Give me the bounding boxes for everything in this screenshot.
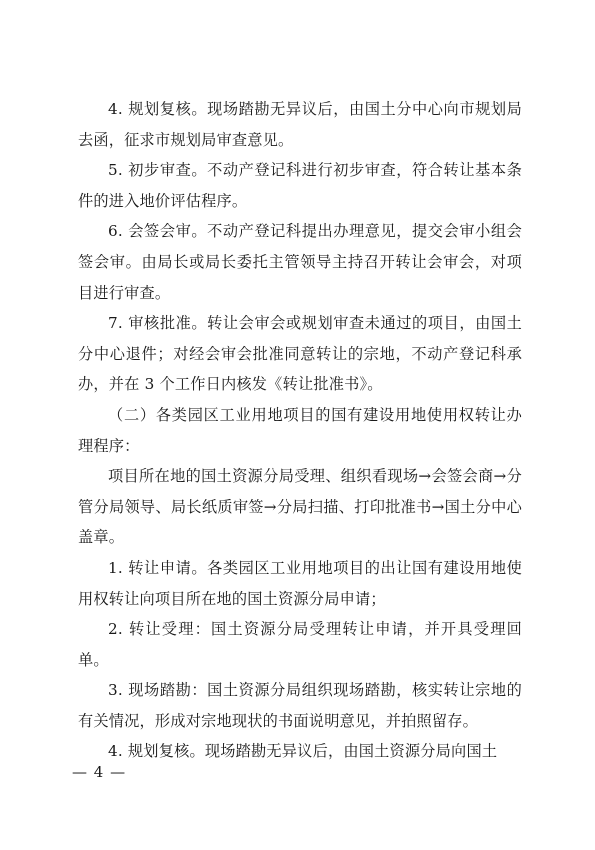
paragraph-transfer-acceptance: 2. 转让受理：国土资源分局受理转让申请，并开具受理回单。 bbox=[78, 620, 522, 669]
paragraph-approval: 7. 审核批准。转让会审会或规划审查未通过的项目，由国土分中心退件；对经会审会批准同意转让的宗地，不动产登记科承办，并在 3 个工作日内核发《转让批准书》。 bbox=[78, 314, 522, 394]
section-heading-industrial-land: （二）各类园区工业用地项目的国有建设用地使用权转让办理程序： bbox=[78, 405, 522, 455]
paragraph-process-flow: 项目所在地的国土资源分局受理、组织看现场→会签会商→分管分局领导、局长纸质审签→分局扫描、打印批准书→国土分中心盖章。 bbox=[78, 467, 522, 547]
paragraph-planning-review-2: 4. 规划复核。现场踏勘无异议后，由国土资源分局向国土 bbox=[108, 742, 498, 761]
paragraph-preliminary-review: 5. 初步审查。不动产登记科进行初步审查，符合转让基本条件的进入地价评估程序。 bbox=[78, 161, 522, 210]
document-body bbox=[78, 94, 522, 767]
page-number: — 4 — bbox=[72, 763, 127, 781]
paragraph-planning-review: 4. 规划复核。现场踏勘无异议后，由国土分中心向市规划局去函，征求市规划局审查意见。 bbox=[78, 100, 522, 149]
paragraph-transfer-application: 1. 转让申请。各类园区工业用地项目的出让国有建设用地使用权转让向项目所在地的国土资源分局申请； bbox=[78, 558, 522, 608]
paragraph-site-survey: 3. 现场踏勘：国土资源分局组织现场踏勘，核实转让宗地的有关情况，形成对宗地现状的书面说明意见，并拍照留存。 bbox=[78, 681, 522, 730]
paragraph-joint-review: 6. 会签会审。不动产登记科提出办理意见，提交会审小组会签会审。由局长或局长委托主管领导主持召开转让会审会，对项目进行审查。 bbox=[78, 222, 522, 302]
